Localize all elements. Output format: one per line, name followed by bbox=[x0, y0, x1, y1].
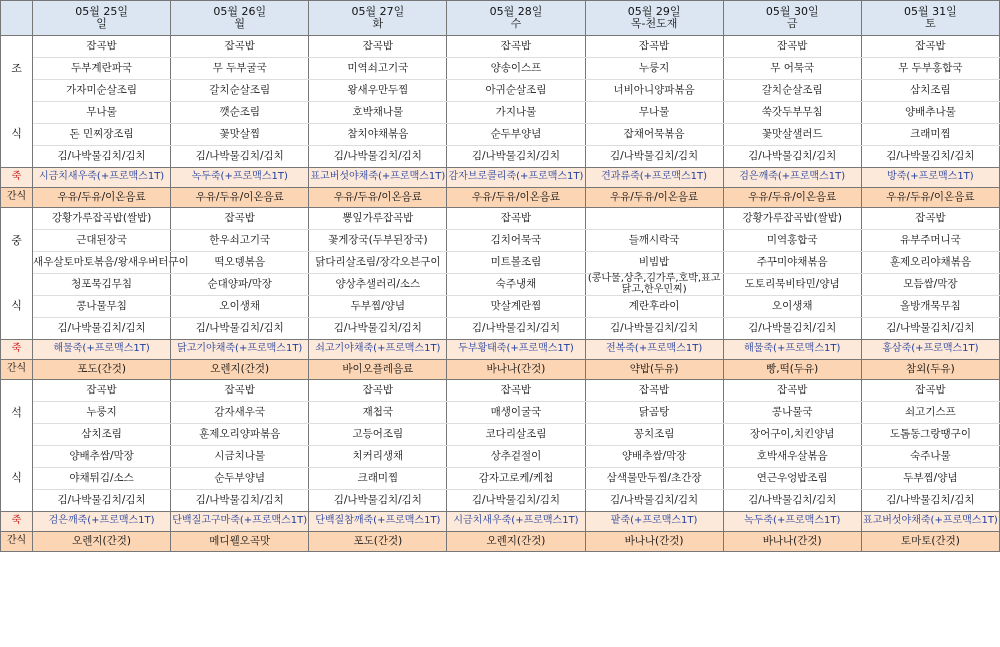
day-header bbox=[171, 1, 309, 36]
menu-item: 김/나박물김치/김치 bbox=[585, 318, 723, 340]
menu-item: 잡곡밥 bbox=[309, 380, 447, 402]
breakfast-row bbox=[1, 124, 1000, 146]
snack-label: 간식 bbox=[1, 532, 33, 552]
menu-item: 왕새우만두찜 bbox=[309, 80, 447, 102]
snack-item: 우유/두유/이온음료 bbox=[723, 188, 861, 208]
breakfast-row bbox=[1, 146, 1000, 168]
section-char: 식 bbox=[11, 299, 22, 313]
porridge-item: 방죽(+프로맥스1T) bbox=[861, 168, 999, 188]
menu-item: 잡곡밥 bbox=[447, 208, 585, 230]
menu-item: 감자새우국 bbox=[171, 402, 309, 424]
porridge-item: 해물죽(+프로맥스1T) bbox=[33, 340, 171, 360]
porridge-label: 죽 bbox=[1, 512, 33, 532]
menu-item: 김/나박물김치/김치 bbox=[33, 146, 171, 168]
day-date: 05월 29일 bbox=[627, 5, 681, 19]
porridge-item: 검은깨죽(+프로맥스1T) bbox=[33, 512, 171, 532]
menu-item: 도토리묵비타민/양념 bbox=[723, 274, 861, 296]
snack-item: 우유/두유/이온음료 bbox=[585, 188, 723, 208]
breakfast_porridge-row bbox=[1, 168, 1000, 188]
menu-item: 야채튀김/소스 bbox=[33, 468, 171, 490]
day-date: 05월 26일 bbox=[213, 5, 267, 19]
day-header bbox=[447, 1, 585, 36]
porridge-item: 검은깨죽(+프로맥스1T) bbox=[723, 168, 861, 188]
menu-item: 올방개묵무침 bbox=[861, 296, 999, 318]
menu-item: 잡곡밥 bbox=[33, 380, 171, 402]
menu-item: 닭곰탕 bbox=[585, 402, 723, 424]
menu-item: 김/나박물김치/김치 bbox=[447, 146, 585, 168]
menu-item: 김/나박물김치/김치 bbox=[861, 318, 999, 340]
menu-item: 김/나박물김치/김치 bbox=[861, 146, 999, 168]
porridge-item: 해물죽(+프로맥스1T) bbox=[723, 340, 861, 360]
menu-item: 콩나물국 bbox=[723, 402, 861, 424]
porridge-item: 녹두죽(+프로맥스1T) bbox=[171, 168, 309, 188]
menu-item: 미트볼조림 bbox=[447, 252, 585, 274]
menu-item: 김/나박물김치/김치 bbox=[309, 318, 447, 340]
menu-item: 김/나박물김치/김치 bbox=[447, 490, 585, 512]
menu-item: 잡곡밥 bbox=[33, 36, 171, 58]
snack-item: 우유/두유/이온음료 bbox=[33, 188, 171, 208]
menu-item: 김/나박물김치/김치 bbox=[33, 318, 171, 340]
porridge-item: 팥죽(+프로맥스1T) bbox=[585, 512, 723, 532]
menu-item: 김/나박물김치/김치 bbox=[723, 318, 861, 340]
snack-item: 빵,떡(두유) bbox=[723, 360, 861, 380]
day-header bbox=[585, 1, 723, 36]
menu-item: 주꾸미야채볶음 bbox=[723, 252, 861, 274]
menu-item: 매생이굴국 bbox=[447, 402, 585, 424]
menu-item: 잡곡밥 bbox=[585, 380, 723, 402]
dinner_porridge-row bbox=[1, 512, 1000, 532]
breakfast-row bbox=[1, 102, 1000, 124]
menu-item: 무나물 bbox=[585, 102, 723, 124]
menu-item: 삼치조림 bbox=[861, 80, 999, 102]
porridge-item: 견과류죽(+프로맥스1T) bbox=[585, 168, 723, 188]
menu-item: 양송이스프 bbox=[447, 58, 585, 80]
menu-item: 무나물 bbox=[33, 102, 171, 124]
menu-item: (콩나물,상추,김가루,호박,표고닭고,한우민찌) bbox=[585, 274, 723, 296]
menu-item: 숙주나물 bbox=[861, 446, 999, 468]
menu-item: 무 두부굴국 bbox=[171, 58, 309, 80]
header-row bbox=[1, 1, 1000, 36]
menu-item: 김/나박물김치/김치 bbox=[723, 146, 861, 168]
menu-item: 양상추샐러리/소스 bbox=[309, 274, 447, 296]
day-date: 05월 31일 bbox=[904, 5, 957, 19]
menu-item: 콩나물무침 bbox=[33, 296, 171, 318]
menu-item: 김/나박물김치/김치 bbox=[447, 318, 585, 340]
day-date: 05월 30일 bbox=[765, 5, 819, 19]
breakfast-row bbox=[1, 80, 1000, 102]
menu-item: 호박새우살볶음 bbox=[723, 446, 861, 468]
day-name: 화 bbox=[372, 17, 384, 30]
menu-item: 누룽지 bbox=[585, 58, 723, 80]
section-char: 중 bbox=[11, 233, 22, 247]
lunch-label bbox=[1, 208, 33, 340]
porridge-item: 녹두죽(+프로맥스1T) bbox=[723, 512, 861, 532]
day-date: 05월 28일 bbox=[489, 5, 543, 19]
menu-item: 양배추쌈/막장 bbox=[33, 446, 171, 468]
lunch-row bbox=[1, 252, 1000, 274]
menu-item: 가자미순살조림 bbox=[33, 80, 171, 102]
menu-item bbox=[585, 208, 723, 230]
menu-item: 갈치순살조림 bbox=[723, 80, 861, 102]
snack-item: 포도(간것) bbox=[309, 532, 447, 552]
menu-item: 닭다리살조림/장각오븐구이 bbox=[309, 252, 447, 274]
porridge-item: 닭고기야채죽(+프로맥스1T) bbox=[171, 340, 309, 360]
day-header bbox=[33, 1, 171, 36]
day-name: 목-천도재 bbox=[630, 17, 678, 30]
menu-item: 유부주머니국 bbox=[861, 230, 999, 252]
porridge-item: 단백질고구마죽(+프로맥스1T) bbox=[171, 512, 309, 532]
menu-item: 잡곡밥 bbox=[447, 36, 585, 58]
menu-item: 재첩국 bbox=[309, 402, 447, 424]
porridge-item: 쇠고기야채죽(+프로맥스1T) bbox=[309, 340, 447, 360]
snack-label: 간식 bbox=[1, 360, 33, 380]
menu-item: 크래미찜 bbox=[309, 468, 447, 490]
section-char: 식 bbox=[11, 127, 22, 141]
menu-item: 가지나물 bbox=[447, 102, 585, 124]
menu-item: 두부찜/양념 bbox=[309, 296, 447, 318]
menu-item: 잡곡밥 bbox=[171, 208, 309, 230]
snack-item: 메디웰오곡맛 bbox=[171, 532, 309, 552]
breakfast_snack-row bbox=[1, 188, 1000, 208]
snack-item: 바나나(간것) bbox=[723, 532, 861, 552]
menu-item: 장어구이,치킨양념 bbox=[723, 424, 861, 446]
menu-item: 갈치순살조림 bbox=[171, 80, 309, 102]
menu-item: 무 어묵국 bbox=[723, 58, 861, 80]
menu-item: 한우쇠고기국 bbox=[171, 230, 309, 252]
menu-item: 잡곡밥 bbox=[723, 380, 861, 402]
menu-item: 두부계란파국 bbox=[33, 58, 171, 80]
menu-item: 김/나박물김치/김치 bbox=[723, 490, 861, 512]
snack-item: 오렌지(간것) bbox=[171, 360, 309, 380]
menu-item: 잡곡밥 bbox=[585, 36, 723, 58]
porridge-item: 표고버섯야채죽(+프로맥스1T) bbox=[861, 512, 999, 532]
menu-item: 꽁치조림 bbox=[585, 424, 723, 446]
snack-item: 바나나(간것) bbox=[447, 360, 585, 380]
snack-item: 포도(간것) bbox=[33, 360, 171, 380]
menu-item: 김/나박물김치/김치 bbox=[861, 490, 999, 512]
menu-item: 코다리살조림 bbox=[447, 424, 585, 446]
snack-item: 우유/두유/이온음료 bbox=[447, 188, 585, 208]
menu-item: 김/나박물김치/김치 bbox=[171, 146, 309, 168]
menu-item: 꽃게장국(두부된장국) bbox=[309, 230, 447, 252]
snack-item: 우유/두유/이온음료 bbox=[861, 188, 999, 208]
porridge-item: 감자브로콜리죽(+프로맥스1T) bbox=[447, 168, 585, 188]
breakfast-row bbox=[1, 58, 1000, 80]
lunch_snack-row bbox=[1, 360, 1000, 380]
porridge-label: 죽 bbox=[1, 340, 33, 360]
menu-item: 김/나박물김치/김치 bbox=[171, 318, 309, 340]
porridge-item: 전복죽(+프로맥스1T) bbox=[585, 340, 723, 360]
snack-item: 바이오플레음료 bbox=[309, 360, 447, 380]
menu-item: 들깨시락국 bbox=[585, 230, 723, 252]
menu-item: 호박채나물 bbox=[309, 102, 447, 124]
porridge-item: 단백질참깨죽(+프로맥스1T) bbox=[309, 512, 447, 532]
menu-item: 꽃맛살찜 bbox=[171, 124, 309, 146]
menu-item: 미역쇠고기국 bbox=[309, 58, 447, 80]
menu-item: 무 두부홍합국 bbox=[861, 58, 999, 80]
day-header bbox=[861, 1, 999, 36]
menu-item: 순대양파/막장 bbox=[171, 274, 309, 296]
porridge-item: 표고버섯야채죽(+프로맥스1T) bbox=[309, 168, 447, 188]
dinner-row bbox=[1, 446, 1000, 468]
menu-item: 감자고로케/케첩 bbox=[447, 468, 585, 490]
porridge-item: 시금치새우죽(+프로맥스1T) bbox=[447, 512, 585, 532]
day-name: 수 bbox=[510, 17, 522, 30]
menu-item: 깻순조림 bbox=[171, 102, 309, 124]
menu-item: 김/나박물김치/김치 bbox=[585, 490, 723, 512]
snack-item: 토마토(간것) bbox=[861, 532, 999, 552]
lunch-row bbox=[1, 296, 1000, 318]
menu-item: 미역홍합국 bbox=[723, 230, 861, 252]
menu-item: 숙주냉채 bbox=[447, 274, 585, 296]
porridge-item: 두부황태죽(+프로맥스1T) bbox=[447, 340, 585, 360]
menu-item: 오이생채 bbox=[723, 296, 861, 318]
menu-item: 김/나박물김치/김치 bbox=[33, 490, 171, 512]
snack-item: 약밥(두유) bbox=[585, 360, 723, 380]
day-header bbox=[723, 1, 861, 36]
snack-item: 오렌지(간것) bbox=[447, 532, 585, 552]
menu-item: 누룽지 bbox=[33, 402, 171, 424]
menu-item: 근대된장국 bbox=[33, 230, 171, 252]
menu-item: 쑥갓두부무침 bbox=[723, 102, 861, 124]
day-name: 월 bbox=[234, 17, 246, 30]
menu-item: 상추겉절이 bbox=[447, 446, 585, 468]
menu-item: 잡곡밥 bbox=[861, 208, 999, 230]
porridge-item: 시금치새우죽(+프로맥스1T) bbox=[33, 168, 171, 188]
menu-item: 크래미찜 bbox=[861, 124, 999, 146]
menu-item: 잡곡밥 bbox=[309, 36, 447, 58]
dinner-row bbox=[1, 380, 1000, 402]
menu-item: 아귀순살조림 bbox=[447, 80, 585, 102]
snack-item: 오렌지(간것) bbox=[33, 532, 171, 552]
menu-item: 오이생채 bbox=[171, 296, 309, 318]
menu-item: 계란후라이 bbox=[585, 296, 723, 318]
menu-item: 잡곡밥 bbox=[861, 36, 999, 58]
menu-item: 삼치조림 bbox=[33, 424, 171, 446]
menu-item: 삼색물만두찜/초간장 bbox=[585, 468, 723, 490]
dinner-row bbox=[1, 468, 1000, 490]
menu-item: 순두부양념 bbox=[171, 468, 309, 490]
breakfast-label bbox=[1, 36, 33, 168]
dinner-row bbox=[1, 490, 1000, 512]
menu-item: 잡채어묵볶음 bbox=[585, 124, 723, 146]
menu-item: 잡곡밥 bbox=[723, 36, 861, 58]
corner-cell bbox=[1, 1, 33, 36]
menu-item: 떡오뎅볶음 bbox=[171, 252, 309, 274]
menu-item: 참치야채볶음 bbox=[309, 124, 447, 146]
breakfast-row bbox=[1, 36, 1000, 58]
dinner-label bbox=[1, 380, 33, 512]
menu-item: 연근우엉밥조림 bbox=[723, 468, 861, 490]
porridge-item: 홍삼죽(+프로맥스1T) bbox=[861, 340, 999, 360]
snack-label: 간식 bbox=[1, 188, 33, 208]
snack-item: 우유/두유/이온음료 bbox=[171, 188, 309, 208]
section-char: 조 bbox=[11, 61, 22, 75]
menu-item: 김/나박물김치/김치 bbox=[309, 490, 447, 512]
dinner_snack-row bbox=[1, 532, 1000, 552]
menu-item: 김/나박물김치/김치 bbox=[585, 146, 723, 168]
day-name: 토 bbox=[925, 17, 936, 30]
menu-item: 잡곡밥 bbox=[171, 36, 309, 58]
menu-item: 잡곡밥 bbox=[171, 380, 309, 402]
menu-item: 순두부양념 bbox=[447, 124, 585, 146]
menu-item: 치커리생채 bbox=[309, 446, 447, 468]
menu-item: 잡곡밥 bbox=[447, 380, 585, 402]
lunch-row bbox=[1, 318, 1000, 340]
menu-item: 양배추나물 bbox=[861, 102, 999, 124]
menu-item: 뽕잎가루잡곡밥 bbox=[309, 208, 447, 230]
day-date: 05월 27일 bbox=[351, 5, 405, 19]
menu-item: 훈제오리양파볶음 bbox=[171, 424, 309, 446]
section-char: 식 bbox=[11, 471, 22, 485]
menu-item: 돈 민찌장조림 bbox=[33, 124, 171, 146]
lunch_porridge-row bbox=[1, 340, 1000, 360]
menu-item: 시금치나물 bbox=[171, 446, 309, 468]
lunch-row bbox=[1, 208, 1000, 230]
menu-item: 김/나박물김치/김치 bbox=[309, 146, 447, 168]
menu-item: 두부찜/양념 bbox=[861, 468, 999, 490]
day-name: 일 bbox=[96, 17, 107, 30]
day-header bbox=[309, 1, 447, 36]
lunch-row bbox=[1, 274, 1000, 296]
menu-item: 강황가루잡곡밥(쌀밥) bbox=[723, 208, 861, 230]
menu-item: 잡곡밥 bbox=[861, 380, 999, 402]
menu-item: 고등어조림 bbox=[309, 424, 447, 446]
snack-item: 바나나(간것) bbox=[585, 532, 723, 552]
menu-item: 쇠고기스프 bbox=[861, 402, 999, 424]
menu-item: 양배추쌈/막장 bbox=[585, 446, 723, 468]
dinner-row bbox=[1, 402, 1000, 424]
menu-item: 새우살토마토볶음/왕새우버터구이 bbox=[33, 252, 171, 274]
menu-item: 청포묵김무침 bbox=[33, 274, 171, 296]
day-date: 05월 25일 bbox=[75, 5, 128, 19]
menu-item: 강황가루잡곡밥(쌀밥) bbox=[33, 208, 171, 230]
snack-item: 우유/두유/이온음료 bbox=[309, 188, 447, 208]
lunch-row bbox=[1, 230, 1000, 252]
menu-item: 김/나박물김치/김치 bbox=[171, 490, 309, 512]
snack-item: 참외(두유) bbox=[861, 360, 999, 380]
menu-item: 훈제오리야채볶음 bbox=[861, 252, 999, 274]
menu-item: 김치어묵국 bbox=[447, 230, 585, 252]
day-name: 금 bbox=[786, 17, 798, 30]
section-char: 석 bbox=[11, 405, 22, 419]
porridge-label: 죽 bbox=[1, 168, 33, 188]
menu-item: 맛살계란찜 bbox=[447, 296, 585, 318]
dinner-row bbox=[1, 424, 1000, 446]
menu-item: 모듬쌈/막장 bbox=[861, 274, 999, 296]
menu-item: 너비아니양파볶음 bbox=[585, 80, 723, 102]
menu-item: 비빔밥 bbox=[585, 252, 723, 274]
menu-item: 도톰동그랑땡구이 bbox=[861, 424, 999, 446]
menu-item: 꽃맛살샐러드 bbox=[723, 124, 861, 146]
